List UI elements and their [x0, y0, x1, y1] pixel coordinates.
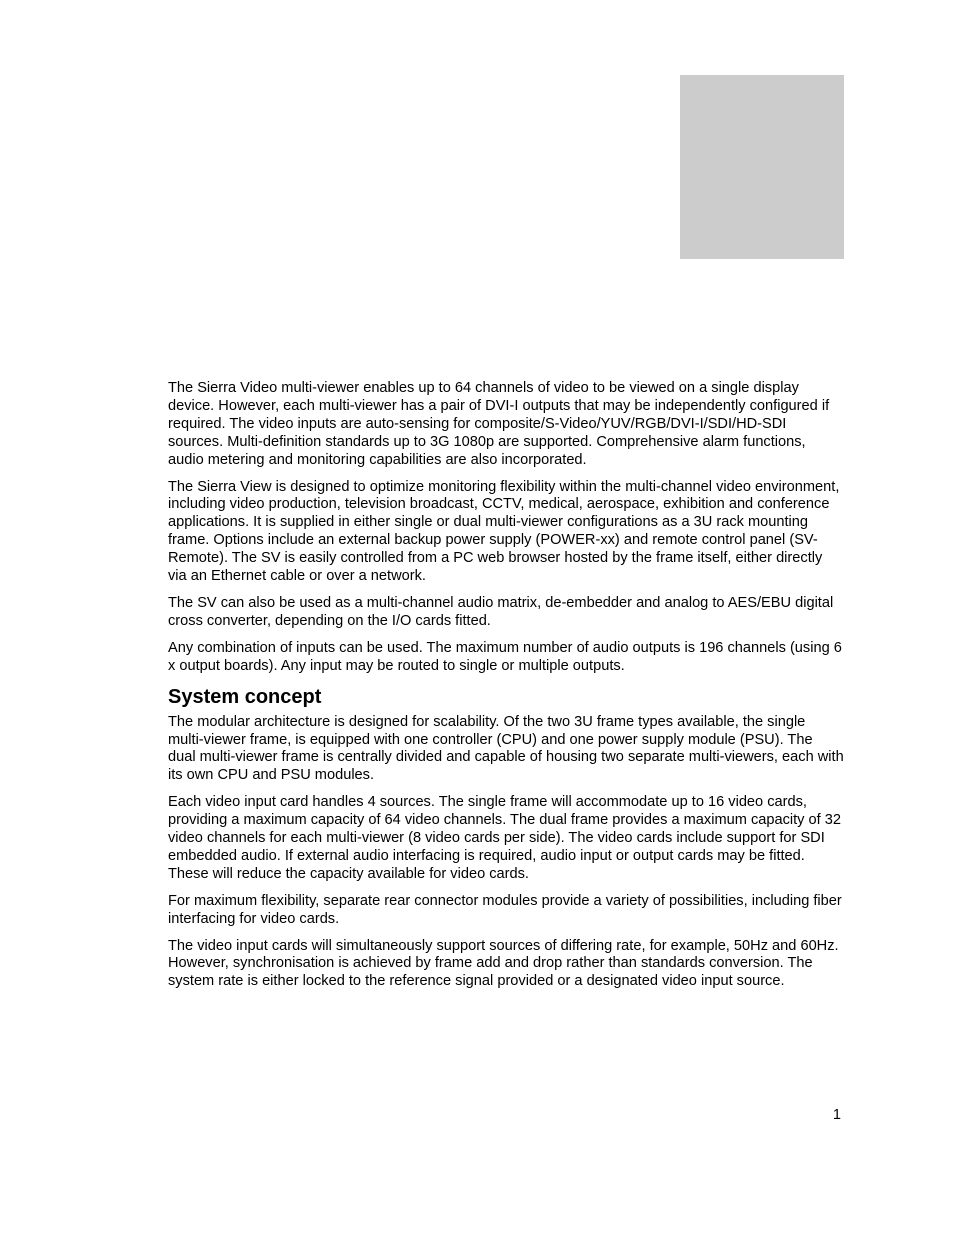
section-paragraph: The modular architecture is designed for scalability. Of the two 3U frame types available, the single multi-viewer frame, is equipped with one controller (CPU) and one power supply module (PSU). The dual multi-viewer frame is centrally divided and capable of housing two separate multi-viewers, each with its own CPU and PSU modules. [168, 713, 844, 784]
intro-paragraph: The SV can also be used as a multi-channel audio matrix, de-embedder and analog to AES/EBU digital cross converter, depending on the I/O cards fitted. [168, 594, 834, 629]
intro-paragraph: Any combination of inputs can be used. The maximum number of audio outputs is 196 channels (using 6 x output boards). Any input may be routed to single or multiple outputs. [168, 639, 842, 674]
main-content [168, 380, 844, 1000]
section-paragraph: For maximum flexibility, separate rear connector modules provide a variety of possibilities, including fiber interfacing for video cards. [168, 892, 842, 927]
section-paragraph: The video input cards will simultaneously support sources of differing rate, for example, 50Hz and 60Hz. However, synchronisation is achieved by frame add and drop rather than standards conversion. The system rate is either locked to the reference signal provided or a designated video input source. [168, 937, 839, 990]
section-heading: System concept [168, 685, 322, 708]
intro-paragraph: The Sierra View is designed to optimize monitoring flexibility within the multi-channel video environment, including video production, television broadcast, CCTV, medical, aerospace, exhibition and conference applications. It is supplied in either single or dual multi-viewer configurations as a 3U rack mounting frame. Options include an external backup power supply (POWER-xx) and remote control panel (SV-Remote). The SV is easily controlled from a PC web browser hosted by the frame itself, either directly via an Ethernet cable or over a network. [168, 478, 840, 585]
section-paragraph: Each video input card handles 4 sources. The single frame will accommodate up to 16 video cards, providing a maximum capacity of 64 video channels. The dual frame provides a maximum capacity of 32 video channels for each multi-viewer (8 video cards per side). The video cards include support for SDI embedded audio. If external audio interfacing is required, audio input or output cards may be fitted. These will reduce the capacity available for video cards. [168, 794, 841, 882]
chapter-tab-block [680, 75, 844, 259]
intro-paragraph: The Sierra Video multi-viewer enables up to 64 channels of video to be viewed on a single display device. However, each multi-viewer has a pair of DVI-I outputs that may be independently configured if required. The video inputs are auto-sensing for composite/S-Video/YUV/RGB/DVI-I/SDI/HD-SDI sources. Multi-definition standards up to 3G 1080p are supported. Comprehensive alarm functions, audio metering and monitoring capabilities are also incorporated. [168, 380, 830, 468]
page-number: 1 [832, 1107, 841, 1123]
